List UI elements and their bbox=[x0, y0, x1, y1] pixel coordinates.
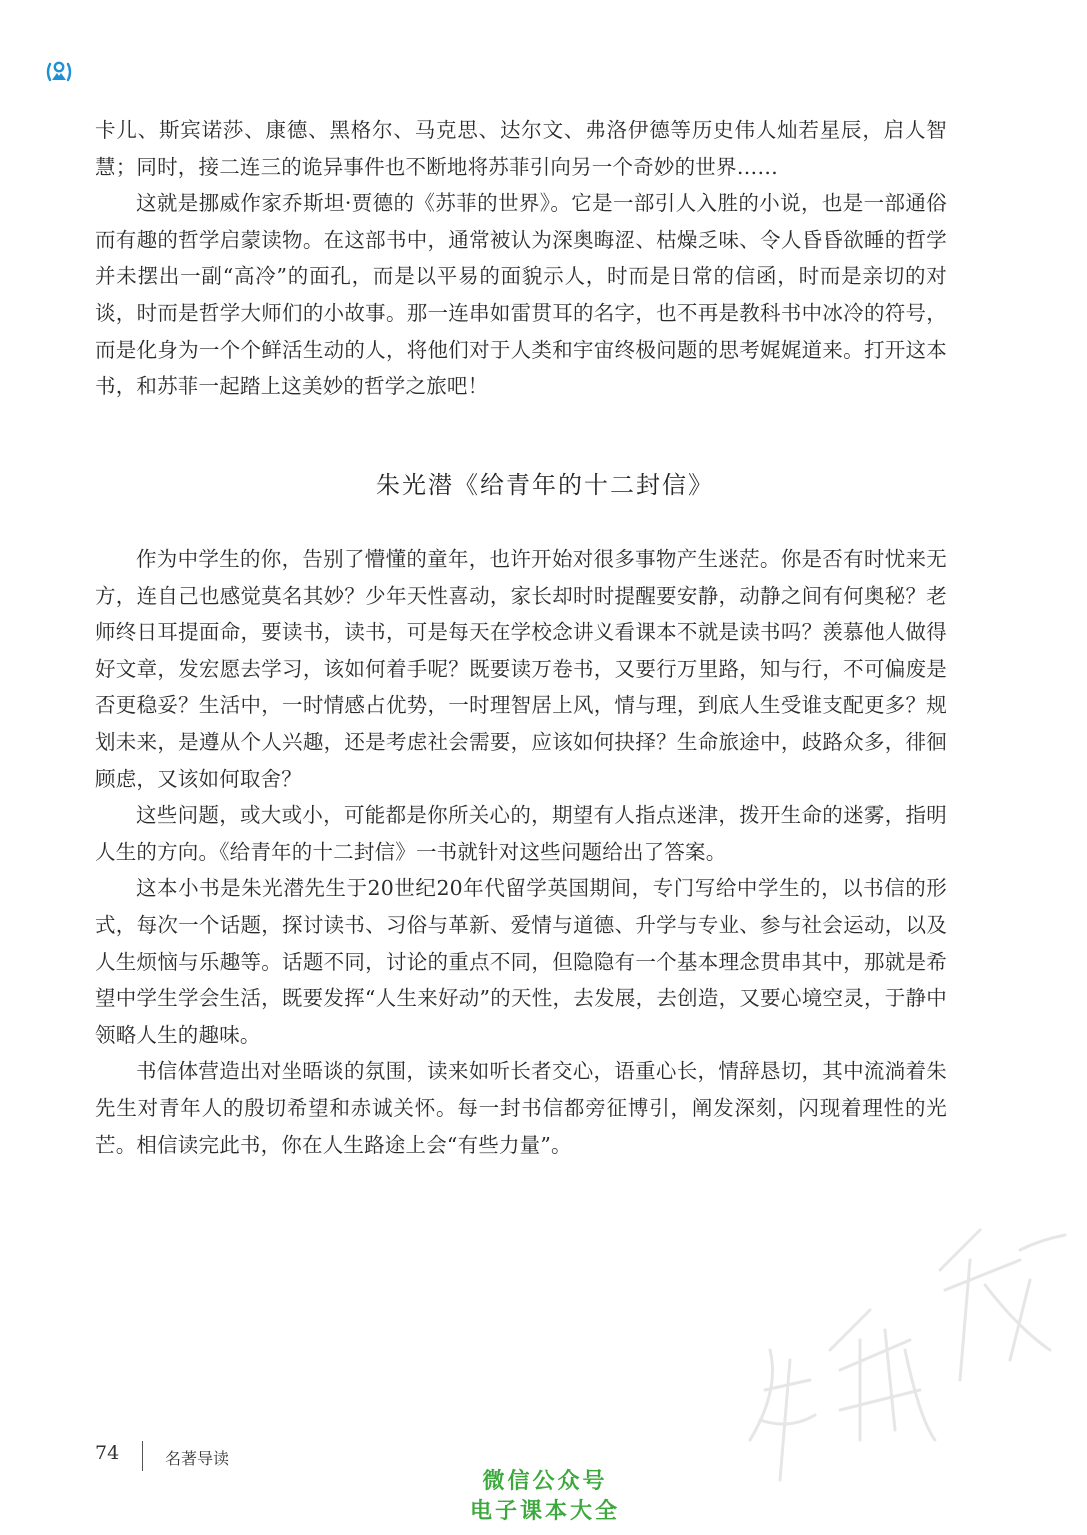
page-number: 74 bbox=[95, 1442, 120, 1464]
footer-divider bbox=[142, 1441, 143, 1471]
body-paragraph-1: 作为中学生的你，告别了懵懂的童年，也许开始对很多事物产生迷茫。你是否有时忧来无方，连自己也感觉莫名其妙？少年天性喜动，家长却时时提醒要安静，动静之间有何奥秘？老师终日耳提面命，要读书，读书，可是每天在学校念讲义看课本不就是读书吗？羡慕他人做得好文章，发宏愿去学习，该如何着手呢？既要读万卷书，又要行万里路，知与行，不可偏废是否更稳妥？生活中，一时情感占优势，一时理智居上风，情与理，到底人生受谁支配更多？规划未来，是遵从个人兴趣，还是考虑社会需要，应该如何抉择？生命旅途中，歧路众多，徘徊顾虑，又该如何取舍？ bbox=[95, 547, 947, 791]
edition-watermark bbox=[720, 1190, 1080, 1490]
intro-continuation bbox=[95, 112, 947, 405]
wechat-watermark bbox=[445, 1467, 645, 1527]
wechat-line-1: 微信公众号 bbox=[482, 1469, 608, 1494]
body-paragraph-2: 这些问题，或大或小，可能都是你所关心的，期望有人指点迷津，拨开生命的迷雾，指明人生的方向。《给青年的十二封信》一书就针对这些问题给出了答案。 bbox=[95, 803, 947, 864]
wechat-line-2: 电子课本大全 bbox=[469, 1499, 620, 1524]
body-paragraph-4: 书信体营造出对坐晤谈的氛围，读来如听长者交心，语重心长，情辞恳切，其中流淌着朱先生对青年人的殷切希望和赤诚关怀。每一封书信都旁征博引，阐发深刻，闪现着理性的光芒。相信读完此书，你在人生路途上会“有些力量”。 bbox=[95, 1059, 947, 1157]
book-section-title: 朱光潜《给青年的十二封信》 bbox=[376, 471, 714, 499]
book-section-body bbox=[95, 541, 947, 1163]
intro-paragraph-2: 这就是挪威作家乔斯坦·贾德的《苏菲的世界》。它是一部引人入胜的小说，也是一部通俗而有趣的哲学启蒙读物。在这部书中，通常被认为深奥晦涩、枯燥乏味、令人昏昏欲睡的哲学并未摆出一副“高冷”的面孔，而是以平易的面貌示人，时而是日常的信函，时而是亲切的对谈，时而是哲学大师们的小故事。那一连串如雷贯耳的名字，也不再是教科书中冰冷的符号，而是化身为一个个鲜活生动的人，将他们对于人类和宇宙终极问题的思考娓娓道来。打开这本书，和苏菲一起踏上这美妙的哲学之旅吧！ bbox=[95, 191, 947, 399]
body-paragraph-3: 这本小书是朱光潜先生于20世纪20年代留学英国期间，专门写给中学生的，以书信的形式，每次一个话题，探讨读书、习俗与革新、爱情与道德、升学与专业、参与社会运动，以及人生烦恼与乐趣等。话题不同，讨论的重点不同，但隐隐有一个基本理念贯串其中，那就是希望中学生学会生活，既要发挥“人生来好动”的天性，去发展，去创造，又要心境空灵，于静中领略人生的趣味。 bbox=[95, 876, 947, 1047]
intro-paragraph-1: 卡儿、斯宾诺莎、康德、黑格尔、马克思、达尔文、弗洛伊德等历史伟人灿若星辰，启人智慧；同时，接二连三的诡异事件也不断地将苏菲引向另一个奇妙的世界…… bbox=[95, 118, 947, 179]
reading-person-icon bbox=[44, 60, 74, 84]
section-name: 名著导读 bbox=[165, 1449, 230, 1468]
